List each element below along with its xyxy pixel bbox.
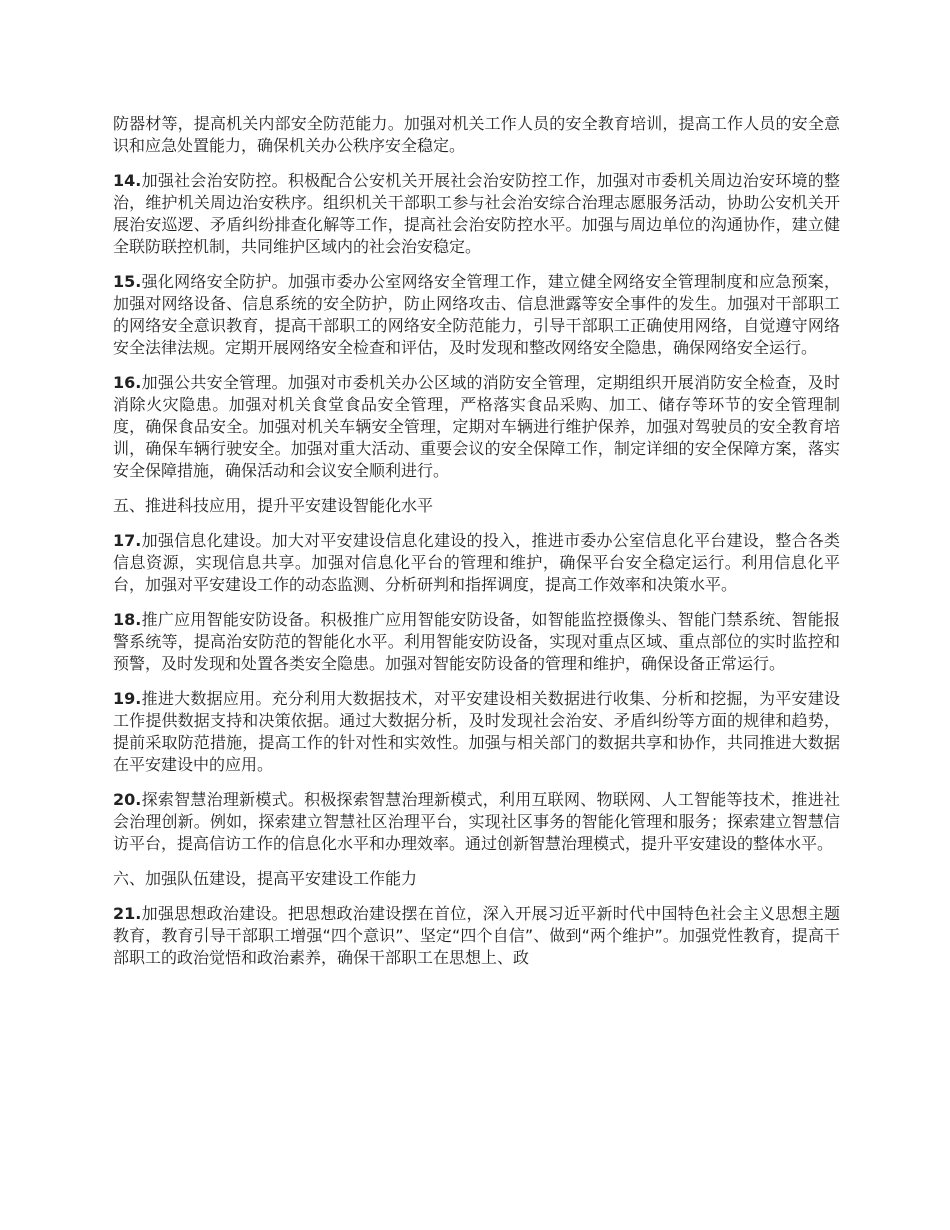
paragraph-text: 推进大数据应用。充分利用大数据技术，对平安建设相关数据进行收集、分析和挖掘，为平安建设工作提供数据支持和决策依据。通过大数据分析，及时发现社会治安、矛盾纠纷等方面的规律和趋势，提前采取防范措施，提高工作的针对性和实效性。加强与相关部门的数据共享和协作，共同推进大数据在平安建设中的应用。 <box>113 689 840 774</box>
paragraph-15 <box>113 271 840 359</box>
paragraph-text: 加强信息化建设。加大对平安建设信息化建设的投入，推进市委办公室信息化平台建设，整合各类信息资源，实现信息共享。加强对信息化平台的管理和维护，确保平台安全稳定运行。利用信息化平台，加强对平安建设工作的动态监测、分析研判和指挥调度，提高工作效率和决策水平。 <box>113 531 840 594</box>
paragraph-number: 19. <box>113 689 142 708</box>
paragraph-number: 18. <box>113 610 142 629</box>
paragraph-number: 21. <box>113 904 142 923</box>
paragraph-number: 17. <box>113 531 142 550</box>
paragraph-18 <box>113 609 840 675</box>
paragraph-text: 强化网络安全防护。加强市委办公室网络安全管理工作，建立健全网络安全管理制度和应急预案，加强对网络设备、信息系统的安全防护，防止网络攻击、信息泄露等安全事件的发生。加强对干部职工的网络安全意识教育，提高干部职工的网络安全防范能力，引导干部职工正确使用网络，自觉遵守网络安全法律法规。定期开展网络安全检查和评估，及时发现和整改网络安全隐患，确保网络安全运行。 <box>113 272 840 357</box>
section-heading-6: 六、加强队伍建设，提高平安建设工作能力 <box>113 869 418 888</box>
paragraph-19 <box>113 688 840 776</box>
paragraph-number: 15. <box>113 272 142 291</box>
paragraph-number: 14. <box>113 171 142 190</box>
paragraph-13-continued <box>113 113 840 157</box>
paragraph-14 <box>113 170 840 258</box>
paragraph-21 <box>113 903 840 969</box>
paragraph-text: 加强社会治安防控。积极配合公安机关开展社会治安防控工作，加强对市委机关周边治安环境的整治，维护机关周边治安秩序。组织机关干部职工参与社会治安综合治理志愿服务活动，协助公安机关开展治安巡逻、矛盾纠纷排查化解等工作，提高社会治安防控水平。加强与周边单位的沟通协作，建立健全联防联控机制，共同维护区域内的社会治安稳定。 <box>113 171 840 256</box>
paragraph-number: 20. <box>113 790 142 809</box>
paragraph-text: 探索智慧治理新模式。积极探索智慧治理新模式，利用互联网、物联网、人工智能等技术，推进社会治理创新。例如，探索建立智慧社区治理平台，实现社区事务的智能化管理和服务；探索建立智慧信访平台，提高信访工作的信息化水平和办理效率。通过创新智慧治理模式，提升平安建设的整体水平。 <box>113 790 840 853</box>
paragraph-text: 推广应用智能安防设备。积极推广应用智能安防设备，如智能监控摄像头、智能门禁系统、智能报警系统等，提高治安防范的智能化水平。利用智能安防设备，实现对重点区域、重点部位的实时监控和预警，及时发现和处置各类安全隐患。加强对智能安防设备的管理和维护，确保设备正常运行。 <box>113 610 840 673</box>
paragraph-number: 16. <box>113 373 142 392</box>
document-page <box>113 113 840 982</box>
section-heading-5: 五、推进科技应用，提升平安建设智能化水平 <box>113 496 434 515</box>
paragraph-17 <box>113 530 840 596</box>
paragraph-20 <box>113 789 840 855</box>
paragraph-text: 加强思想政治建设。把思想政治建设摆在首位，深入开展习近平新时代中国特色社会主义思想主题教育，教育引导干部职工增强“四个意识”、坚定“四个自信”、做到“两个维护”。加强党性教育，提高干部职工的政治觉悟和政治素养，确保干部职工在思想上、政 <box>113 904 840 967</box>
paragraph-text: 加强公共安全管理。加强对市委机关办公区域的消防安全管理，定期组织开展消防安全检查，及时消除火灾隐患。加强对机关食堂食品安全管理，严格落实食品采购、加工、储存等环节的安全管理制度，确保食品安全。加强对机关车辆安全管理，定期对车辆进行维护保养，加强对驾驶员的安全教育培训，确保车辆行驶安全。加强对重大活动、重要会议的安全保障工作，制定详细的安全保障方案，落实安全保障措施，确保活动和会议安全顺利进行。 <box>113 373 840 480</box>
paragraph-16 <box>113 372 840 482</box>
paragraph-text: 防器材等，提高机关内部安全防范能力。加强对机关工作人员的安全教育培训，提高工作人员的安全意识和应急处置能力，确保机关办公秩序安全稳定。 <box>113 114 840 155</box>
